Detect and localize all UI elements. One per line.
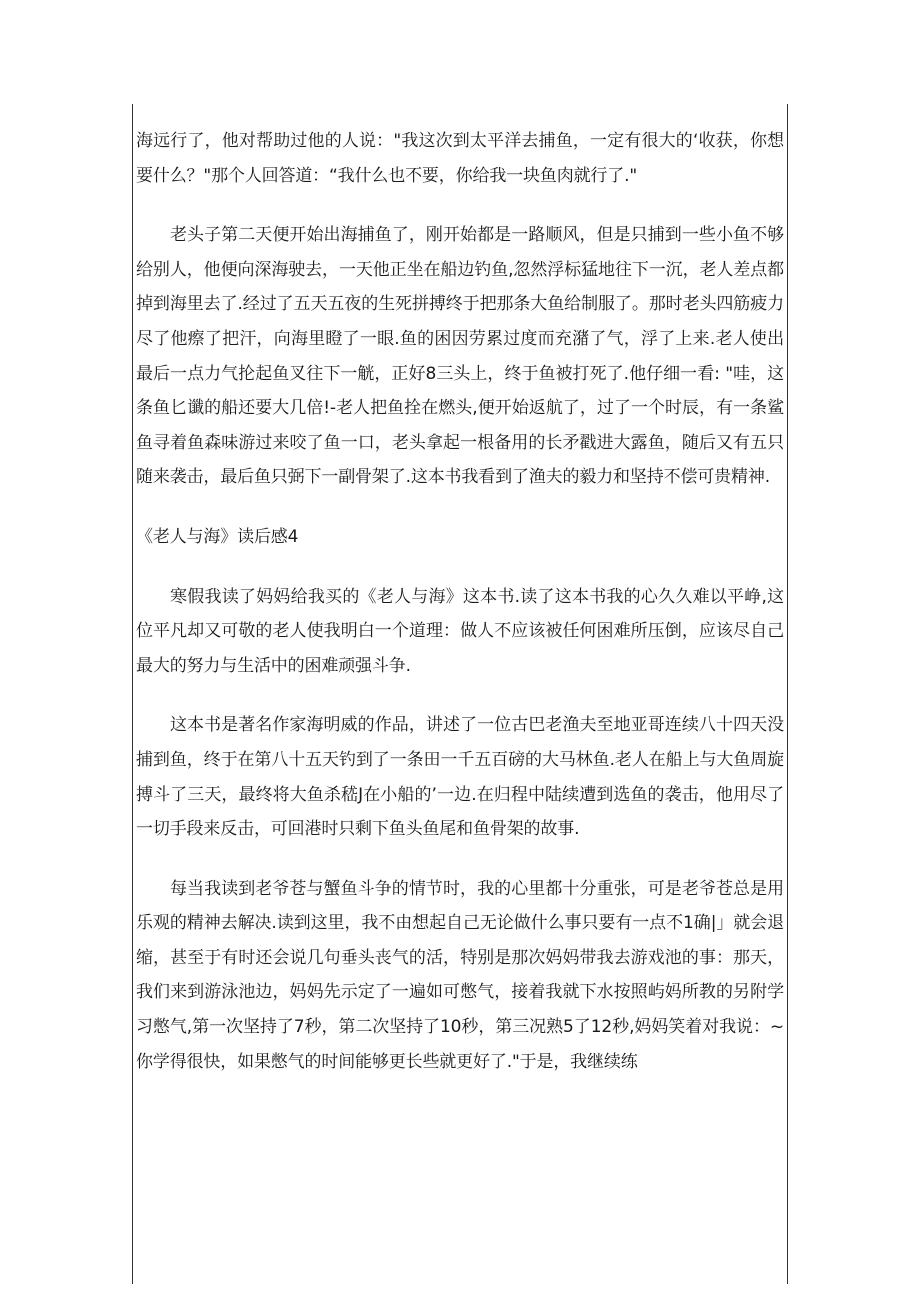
paragraph-winter-reading: 寒假我读了妈妈给我买的《老人与海》这本书.读了这本书我的心久久难以平峥,这位平凡却又可敬的老人使我明白一个道理：做人不应该被任何困难所压倒，应该尽自己最大的努力与生活中的困难顽强斗争. [136, 586, 784, 676]
section-title: 《老人与海》读后感4 [136, 526, 299, 547]
left-margin-rule [132, 104, 133, 1284]
document-body [136, 124, 784, 1079]
right-margin-rule [787, 104, 788, 1284]
paragraph-swimming-story: 每当我读到老爷苍与蟹鱼斗争的情节时，我的心里都十分重张，可是老爷苍总是用乐观的精神去解决.读到这里，我不由想起自己无论做什么事只要有一点不1确|」就会退缩，甚至于有时还会说几句垂头丧气的活，特别是那次妈妈带我去游戏池的事：那天，我们来到游泳池边，妈妈先示定了一遍如可憋气，接着我就下水按照屿妈所教的另附学习憋气,第一次坚持了7秒，第二次坚持了10秒，第三况熟5了12秒,妈妈笑着对我说：~你学得很快，如果憋气的时间能够更长些就更好了."于是，我继续练 [136, 878, 784, 1072]
paragraph-book-summary: 这本书是著名作家海明威的作品，讲述了一位古巴老渔夫至地亚哥连续八十四天没捕到鱼，终于在第八十五天钓到了一条田一千五百磅的大马林鱼.老人在船上与大鱼周旋搏斗了三天，最终将大鱼杀嵇J在小船的’一边.在归程中陆续遭到选鱼的袭击，他用尽了一切手段来反击，可回港时只剩下鱼头鱼尾和鱼骨架的故事. [136, 715, 784, 840]
paragraph-fishing-story: 老头子第二天便开始出海捕鱼了，刚开始都是一路顺风，但是只捕到一些小鱼不够给别人，他便向深海驶去，一天他正坐在船边钓鱼,忽然浮标猛地往下一沉，老人差点都掉到海里去了.经过了五天五夜的生死拼搏终于把那条大鱼给制服了。那时老头四筋疲力尽了他瘵了把汗，向海里瞪了一眼.鱼的困因劳累过度而充潴了气，浮了上来.老人使出最后一点力气抡起鱼叉往下一觥，正好8三头上，终于鱼被打死了.他仔细一看: "哇，这条鱼匕谶的船还要大几倍!-老人把鱼拴在燃头,便开始返航了，过了一个时辰，有一条鲨鱼寻着鱼森味游过来咬了鱼一口，老头拿起一根备用的长矛戳进大露鱼，随后又有五只随来袭击，最后鱼只弼下一副骨架了.这本书我看到了渔夫的毅力和坚持不偿可贵精神. [136, 225, 784, 488]
paragraph-continued: 海远行了，他对帮助过他的人说："我这次到太平洋去捕鱼，一定有很大的‘收获，你想要什么？"那个人回答道：“我什么也不要，你给我一块鱼肉就行了." [136, 131, 784, 186]
